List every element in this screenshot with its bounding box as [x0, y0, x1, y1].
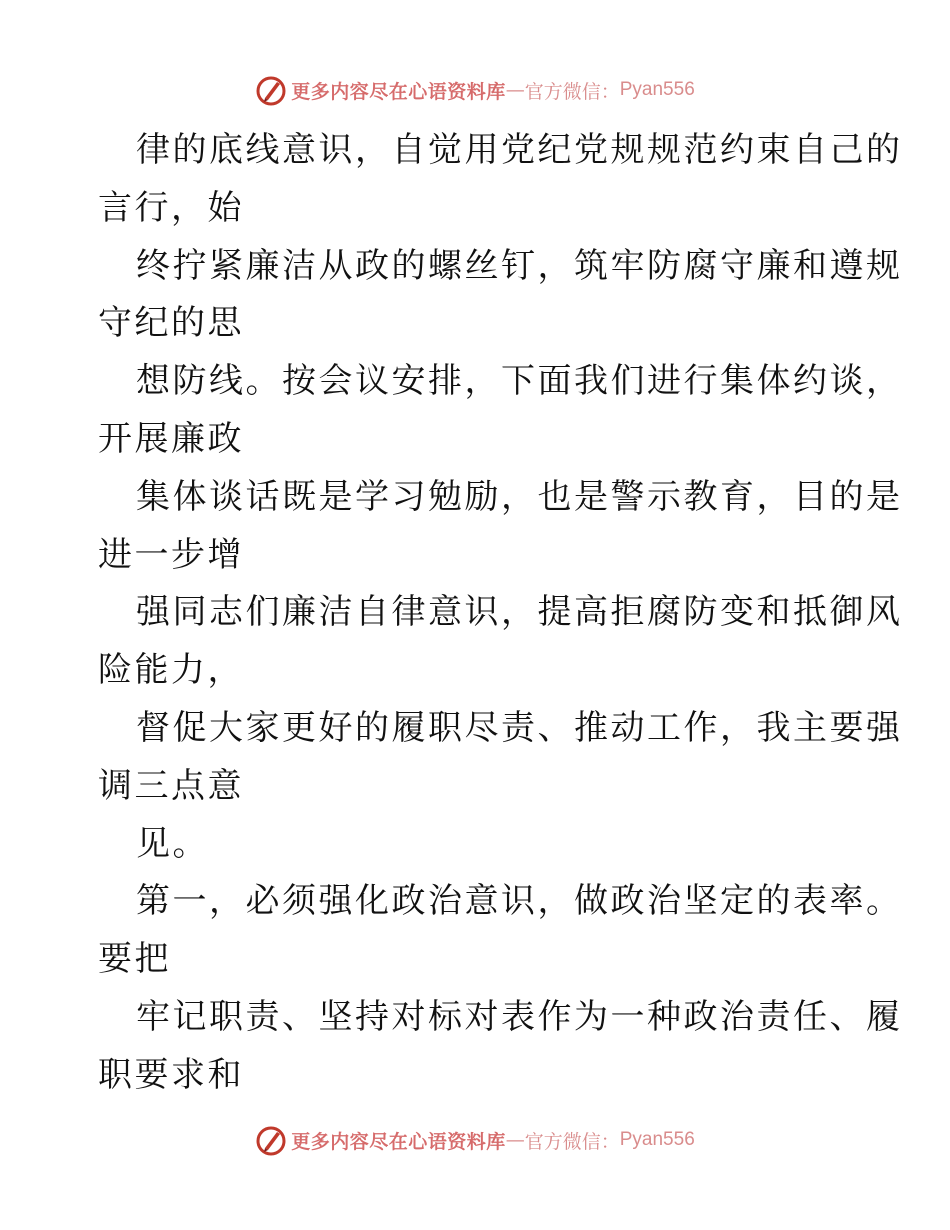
text-line: 律的底线意识，自觉用党纪党规规范约束自己的	[136, 130, 903, 170]
text-line: 督促大家更好的履职尽责、推动工作，我主要强	[136, 707, 903, 748]
text-line: 牢记职责、坚持对标对表作为一种政治责任、履	[136, 996, 903, 1037]
pen-logo-icon	[255, 74, 287, 106]
text-line: 守纪的思	[98, 303, 244, 344]
watermark-dash: —	[505, 79, 525, 101]
text-line: 终拧紧廉洁从政的螺丝钉，筑牢防腐守廉和遵规	[136, 245, 903, 286]
text-line: 险能力，	[98, 650, 244, 691]
text-line: 见。	[136, 823, 209, 864]
watermark-text: 更多内容尽在心语资料库	[291, 1130, 506, 1153]
watermark-text: 更多内容尽在心语资料库	[291, 80, 506, 103]
watermark-id: Pyan556	[619, 1129, 695, 1150]
pen-logo-icon	[255, 1124, 287, 1156]
text-line: 想防线。按会议安排，下面我们进行集体约谈，	[136, 361, 903, 402]
watermark-official: 官方微信：	[524, 80, 620, 103]
text-line: 第一，必须强化政治意识，做政治坚定的表率。	[136, 881, 903, 922]
watermark-footer	[0, 1120, 950, 1160]
watermark-id: Pyan556	[619, 79, 695, 100]
text-line: 强同志们廉洁自律意识，提高拒腐防变和抵御风	[136, 592, 903, 633]
watermark-dash: —	[505, 1129, 525, 1151]
watermark-official: 官方微信：	[524, 1130, 620, 1153]
text-line: 集体谈话既是学习勉励，也是警示教育，目的是	[136, 476, 903, 517]
document-body	[98, 122, 903, 1105]
text-line: 言行，始	[98, 187, 244, 228]
text-line: 调三点意	[98, 765, 244, 806]
text-line: 职要求和	[98, 1054, 244, 1095]
watermark-header	[0, 70, 950, 110]
text-line: 开展廉政	[98, 418, 244, 459]
text-line: 要把	[98, 939, 171, 980]
text-line: 进一步增	[98, 534, 244, 575]
